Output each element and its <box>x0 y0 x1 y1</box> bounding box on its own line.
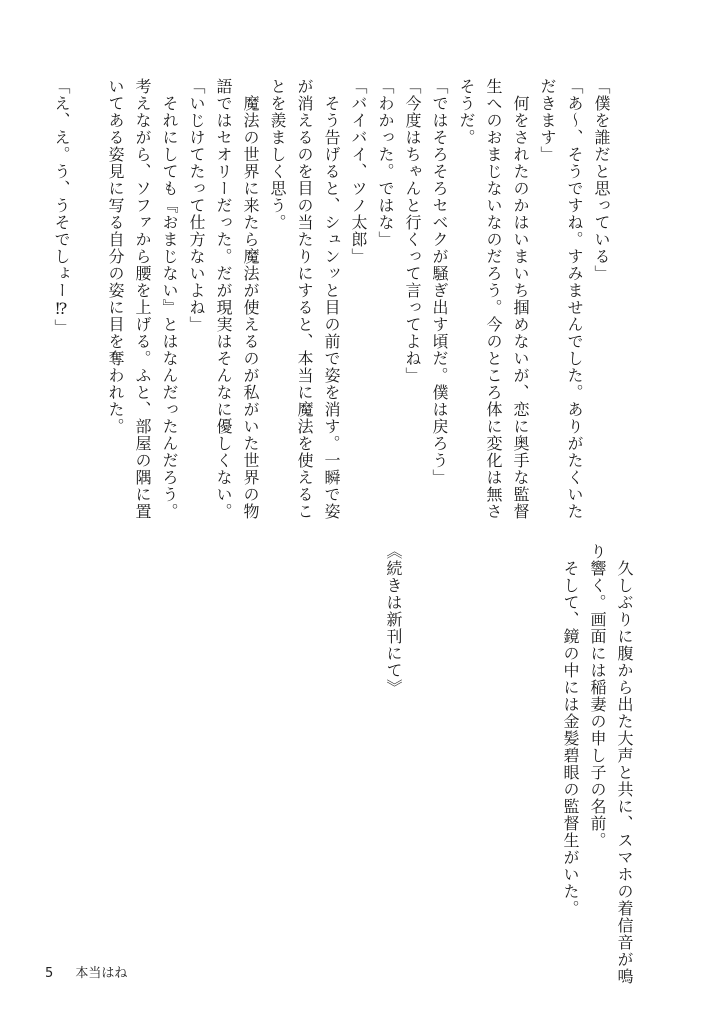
blank-line <box>75 78 102 513</box>
text-line: それにしても『おまじない』とはなんだったんだろう。 <box>160 78 179 520</box>
running-title: 本当はね <box>75 966 128 981</box>
text-line: 生へのおまじないなのだろう。今のところ体に変化は無さ <box>484 78 503 520</box>
text-line: が消えるのを目の当たりにすると、本当に魔法を使えるこ <box>295 78 314 520</box>
text-line: そして、鏡の中には金髪碧眼の監督生がいた。 <box>561 543 580 917</box>
lower-text-block <box>380 543 638 985</box>
text-line: 「わかった。ではな」 <box>376 78 395 248</box>
text-line: 「バイバイ、ツノ太郎」 <box>349 78 368 265</box>
text-line: 魔法の世界に来たら魔法が使えるのが私がいた世界の物 <box>241 78 260 520</box>
text-line: 考えながら、ソファから腰を上げる。ふと、部屋の隅に置 <box>133 78 152 520</box>
text-line: 「あ〜、そうですね。すみませんでした。ありがたくいた <box>565 78 584 520</box>
text-line: だきます」 <box>538 78 557 163</box>
text-line: 「僕を誰だと思っている」 <box>592 78 611 282</box>
text-line: いてある姿見に写る自分の姿に目を奪われた。 <box>106 78 125 435</box>
text-line: 何をされたのかはいまいち掴めないが、恋に奥手な監督 <box>511 78 530 520</box>
text-line: り響く。画面には稲妻の申し子の名前。 <box>588 543 607 849</box>
page-footer <box>45 962 127 981</box>
text-line: 「今度はちゃんと行くって言ってよね」 <box>403 78 422 384</box>
text-line: 語ではセオリーだった。だが現実はそんなに優しくない。 <box>214 78 233 520</box>
text-line: 「え、え。う、うそでしょー⁉」 <box>52 78 71 336</box>
text-line: そう告げると、シュンッと目の前で姿を消す。一瞬で姿 <box>322 78 341 520</box>
column-gap <box>407 543 557 943</box>
page-number: 5 <box>45 966 54 981</box>
text-line: そうだ。 <box>457 78 476 146</box>
text-line: 「ではそろそろセベクが騒ぎ出す頃だ。僕は戻ろう」 <box>430 78 449 486</box>
text-line: 「いじけてたって仕方ないよね」 <box>187 78 206 333</box>
continued-note: 《続きは新刊にて》 <box>384 543 403 696</box>
text-line: 久しぶりに腹から出た大声と共に、スマホの着信音が鳴 <box>615 543 634 985</box>
text-line: とを羨ましく思う。 <box>268 78 287 231</box>
upper-text-block <box>48 78 615 520</box>
